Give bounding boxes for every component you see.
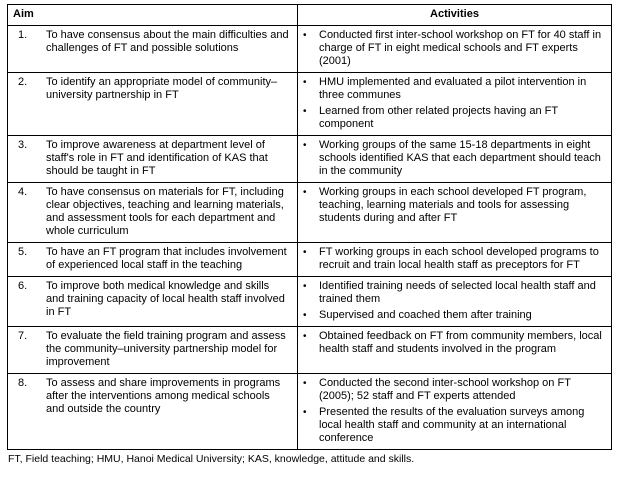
aim-text: To improve awareness at department level of staff's role in FT and identification of KAS that should be taught in FT xyxy=(46,139,268,177)
table-row xyxy=(8,277,612,327)
bullet-icon: • xyxy=(303,30,307,41)
bullet-icon: • xyxy=(303,77,307,88)
aim-cell xyxy=(8,243,298,277)
bullet-icon: • xyxy=(303,187,307,198)
bullet-icon: • xyxy=(303,407,307,418)
activity-text: HMU implemented and evaluated a pilot intervention in three communes xyxy=(319,76,587,101)
activities-cell xyxy=(298,136,612,183)
aim-text: To have an FT program that includes involvement of experienced local staff in the teaching xyxy=(46,246,287,271)
aim-cell xyxy=(8,183,298,243)
table-row xyxy=(8,26,612,73)
aim-number: 1. xyxy=(18,29,28,41)
activities-cell xyxy=(298,243,612,277)
aim-cell xyxy=(8,327,298,374)
aim-number: 5. xyxy=(18,246,28,258)
activity-text: Supervised and coached them after training xyxy=(319,309,532,321)
activity-text: Learned from other related projects having an FT component xyxy=(319,105,558,130)
aim-text: To have consensus on materials for FT, including clear objectives, teaching and learning materials, and assessment tools for each department and whole curriculum xyxy=(46,186,284,237)
aim-number: 3. xyxy=(18,139,28,151)
activities-cell xyxy=(298,26,612,73)
activities-cell xyxy=(298,73,612,136)
table-row xyxy=(8,243,612,277)
table-row xyxy=(8,327,612,374)
activity-text: Obtained feedback on FT from community members, local health staff and students involved in the program xyxy=(319,330,602,355)
aim-cell xyxy=(8,73,298,136)
activities-cell xyxy=(298,374,612,450)
aim-number: 8. xyxy=(18,377,28,389)
bullet-icon: • xyxy=(303,331,307,342)
aim-text: To have consensus about the main difficulties and challenges of FT and possible solutions xyxy=(46,29,289,54)
aim-cell xyxy=(8,277,298,327)
abbreviations-footnote: FT, Field teaching; HMU, Hanoi Medical University; KAS, knowledge, attitude and skills. xyxy=(8,453,415,465)
activities-cell xyxy=(298,277,612,327)
bullet-icon: • xyxy=(303,106,307,117)
aim-cell xyxy=(8,26,298,73)
activities-cell xyxy=(298,183,612,243)
aim-cell xyxy=(8,374,298,450)
table-row xyxy=(8,183,612,243)
aim-text: To improve both medical knowledge and skills and training capacity of local health staff involved in FT xyxy=(46,280,285,318)
activity-text: FT working groups in each school developed programs to recruit and train local health staff as preceptors for FT xyxy=(319,246,599,271)
activity-text: Conducted the second inter-school workshop on FT (2005); 52 staff and FT experts attended xyxy=(319,377,571,402)
aim-number: 2. xyxy=(18,76,28,88)
activities-cell xyxy=(298,327,612,374)
aim-text: To identify an appropriate model of community–university partnership in FT xyxy=(46,76,278,101)
aim-number: 4. xyxy=(18,186,28,198)
bullet-icon: • xyxy=(303,247,307,258)
activity-text: Conducted first inter-school workshop on FT for 40 staff in charge of FT in eight medical schools and FT experts (2001) xyxy=(319,29,602,67)
table-row xyxy=(8,136,612,183)
activity-text: Working groups of the same 15-18 departments in eight schools identified KAS that each department should teach in the community xyxy=(319,139,601,177)
activity-text: Identified training needs of selected local health staff and trained them xyxy=(319,280,596,305)
column-header-activities: Activities xyxy=(298,5,612,26)
activity-text: Working groups in each school developed FT program, teaching, learning materials and tools for assessing students during and after FT xyxy=(319,186,587,224)
table-row xyxy=(8,374,612,450)
bullet-icon: • xyxy=(303,378,307,389)
bullet-icon: • xyxy=(303,281,307,292)
column-header-aim: Aim xyxy=(8,5,298,26)
table-header-row xyxy=(8,5,612,26)
bullet-icon: • xyxy=(303,310,307,321)
aims-activities-table xyxy=(7,4,612,450)
aim-cell xyxy=(8,136,298,183)
bullet-icon: • xyxy=(303,140,307,151)
aim-number: 6. xyxy=(18,280,28,292)
aim-text: To evaluate the field training program and assess the community–university partnership model for improvement xyxy=(46,330,286,368)
aim-number: 7. xyxy=(18,330,28,342)
activity-text: Presented the results of the evaluation surveys among local health staff and community at an international conference xyxy=(319,406,585,444)
aim-text: To assess and share improvements in programs after the interventions among medical schools and outside the country xyxy=(46,377,281,415)
table-row xyxy=(8,73,612,136)
